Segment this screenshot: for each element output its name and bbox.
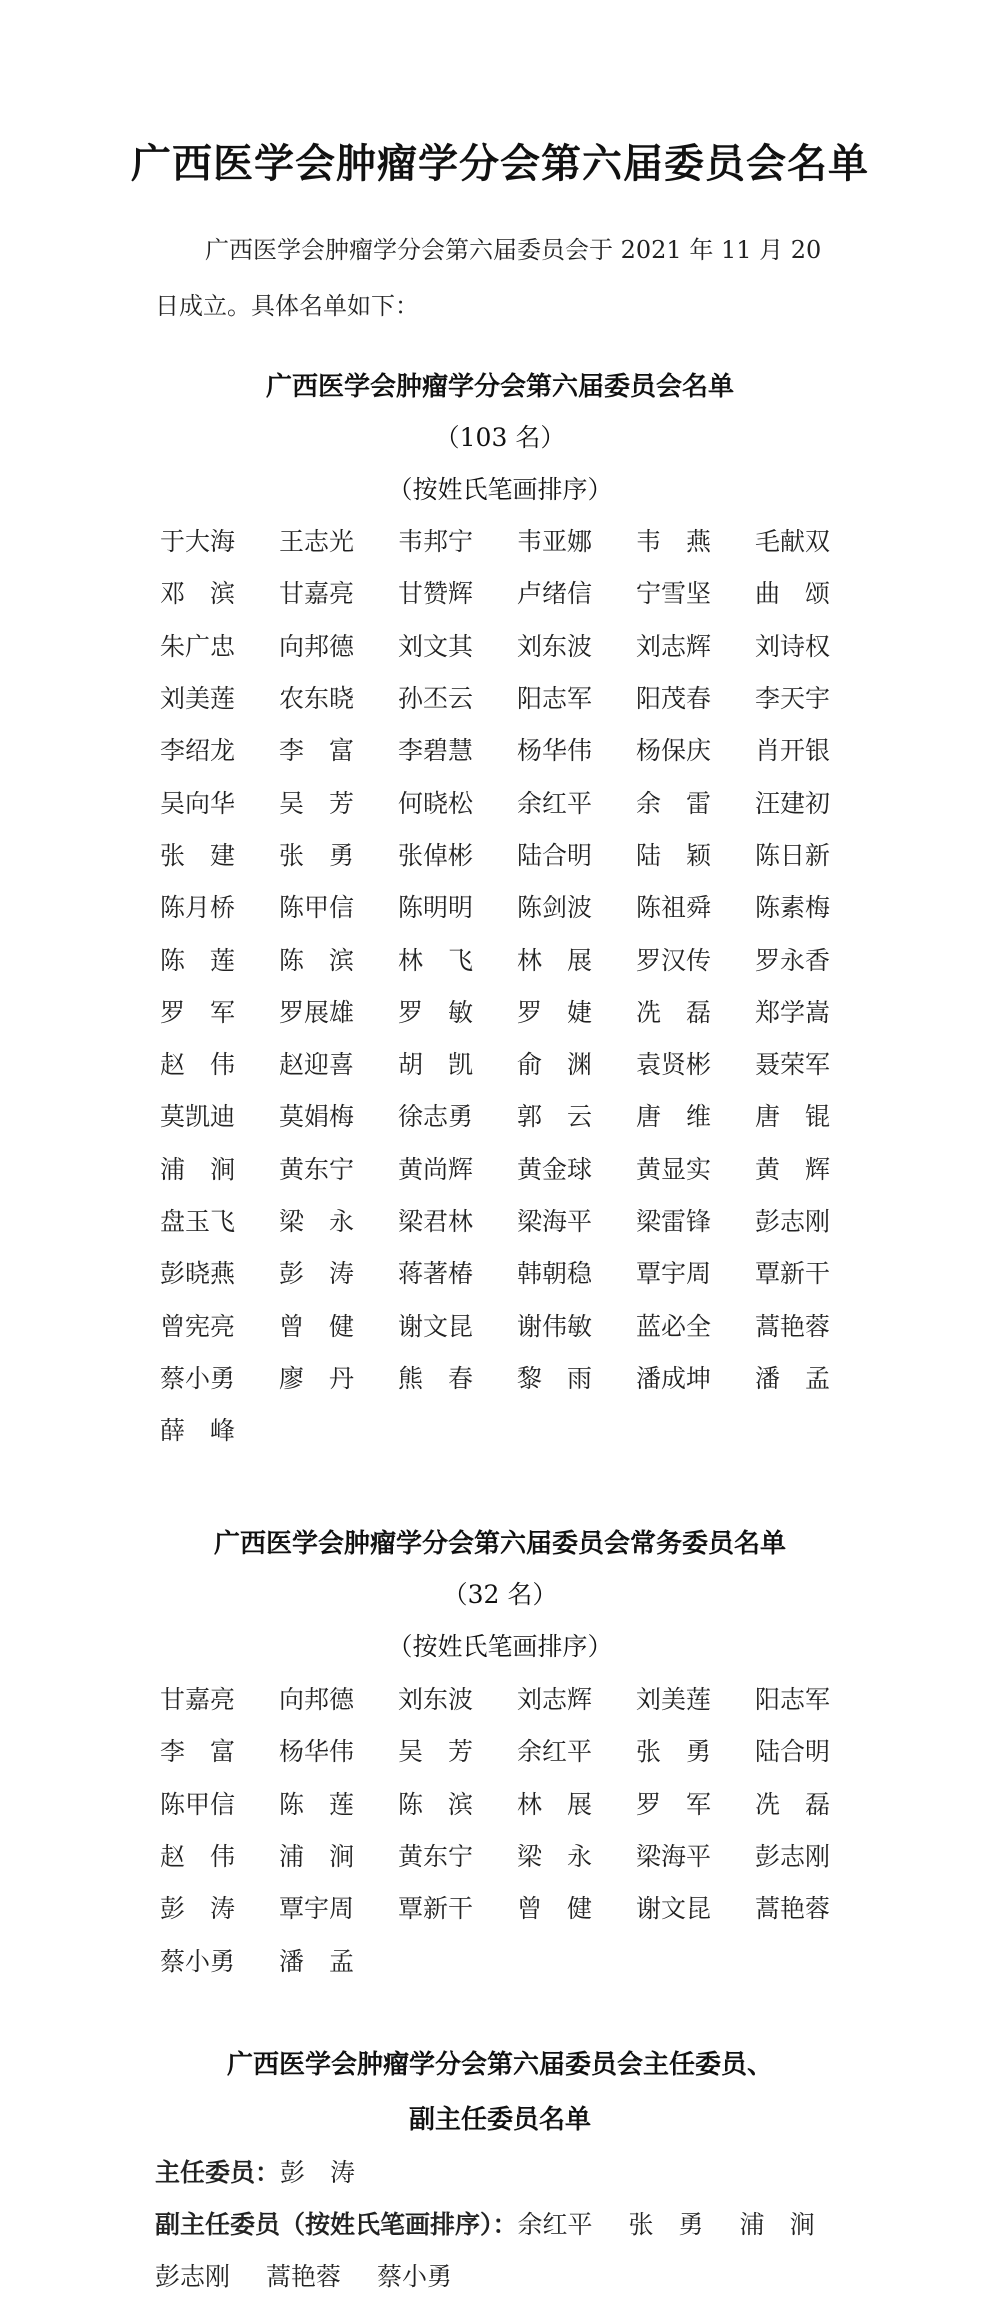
member-name: 李绍龙	[160, 736, 236, 766]
member-name: 朱广忠	[160, 631, 236, 661]
member-name: 张 勇	[279, 840, 355, 870]
member-name: 陈甲信	[279, 893, 355, 923]
member-name: 黄金球	[517, 1154, 593, 1184]
member-name: 浦 涧	[160, 1154, 236, 1184]
member-name: 陈 滨	[279, 945, 355, 975]
member-name: 黄尚辉	[398, 1154, 474, 1184]
member-name: 黄东宁	[279, 1154, 355, 1184]
member-name: 廖 丹	[279, 1363, 355, 1393]
vice-chair-label: 副主任委员（按姓氏笔画排序）：	[155, 2210, 518, 2239]
member-name: 黄 辉	[755, 1154, 831, 1184]
member-name: 聂荣军	[755, 1050, 831, 1080]
intro-line-2: 日成立。具体名单如下：	[155, 292, 419, 320]
member-name: 肖开银	[755, 736, 831, 766]
member-name: 刘诗权	[755, 631, 831, 661]
member-name: 曾 健	[517, 1894, 593, 1924]
member-name: 李 富	[160, 1737, 236, 1767]
standing-committee-count: （32 名）	[442, 1580, 558, 1609]
member-name: 吴向华	[160, 788, 236, 818]
member-name: 张 建	[160, 840, 236, 870]
standing-committee-title: 广西医学会肿瘤学分会第六届委员会常务委员名单	[213, 1529, 786, 1559]
member-name: 陈明明	[398, 893, 474, 923]
member-name: 罗展雄	[279, 997, 355, 1027]
member-name: 彭 涛	[279, 1259, 355, 1289]
member-name: 唐 维	[636, 1102, 712, 1132]
vice-chair-name: 彭志刚	[155, 2262, 231, 2291]
member-name: 林 飞	[398, 945, 474, 975]
member-name: 张 勇	[636, 1737, 712, 1767]
chair-row	[155, 2153, 391, 2189]
member-name: 潘成坤	[636, 1363, 712, 1393]
member-name: 黎 雨	[517, 1363, 593, 1393]
member-name: 潘 孟	[279, 1946, 355, 1976]
member-name: 梁 永	[517, 1842, 593, 1872]
member-name: 彭晓燕	[160, 1259, 236, 1289]
member-name: 罗 敏	[398, 997, 474, 1027]
vice-chair-name: 浦 涧	[739, 2210, 815, 2239]
member-name: 莫凯迪	[160, 1102, 236, 1132]
member-name: 杨华伟	[517, 736, 593, 766]
member-name: 曾宪亮	[160, 1311, 236, 1341]
member-name: 赵 伟	[160, 1050, 236, 1080]
member-name: 陆合明	[755, 1737, 831, 1767]
member-name: 梁君林	[398, 1207, 474, 1236]
member-name: 张倬彬	[398, 840, 474, 870]
member-name: 向邦德	[279, 631, 355, 661]
member-name: 梁雷锋	[636, 1207, 712, 1236]
member-name: 冼 磊	[636, 997, 712, 1027]
member-name: 农东晓	[279, 684, 355, 714]
member-name: 刘东波	[398, 1685, 474, 1715]
standing-committee-order-note: （按姓氏笔画排序）	[387, 1632, 613, 1661]
member-name: 余红平	[517, 788, 593, 818]
member-name: 罗 军	[636, 1789, 712, 1819]
member-name: 刘美莲	[160, 684, 236, 714]
member-name: 陈甲信	[160, 1789, 236, 1819]
member-name: 王志光	[279, 527, 355, 557]
member-name: 杨华伟	[279, 1737, 355, 1767]
member-name: 袁贤彬	[636, 1050, 712, 1080]
intro-paragraph	[155, 222, 855, 334]
member-name: 曲 颂	[755, 579, 831, 609]
member-name: 谢文昆	[636, 1894, 712, 1924]
member-name: 陆合明	[517, 840, 593, 870]
vice-chair-name: 余红平	[517, 2210, 593, 2239]
member-name: 陈祖舜	[636, 893, 712, 923]
member-name: 刘志辉	[636, 631, 712, 661]
member-name: 浦 涧	[279, 1842, 355, 1872]
member-name: 覃宇周	[279, 1894, 355, 1924]
member-name: 阳志军	[517, 684, 593, 714]
member-name: 覃新干	[755, 1259, 831, 1289]
member-name: 余 雷	[636, 788, 712, 818]
member-name: 冼 磊	[755, 1789, 831, 1819]
document-title: 广西医学会肿瘤学分会第六届委员会名单	[131, 141, 869, 187]
member-name: 吴 芳	[279, 788, 355, 818]
member-name: 陈 莲	[160, 945, 236, 975]
vice-chair-row-1	[155, 2205, 851, 2241]
member-name: 吴 芳	[398, 1737, 474, 1767]
intro-line-1: 广西医学会肿瘤学分会第六届委员会于 2021 年 11 月 20	[205, 236, 822, 264]
member-name: 陈素梅	[755, 893, 831, 923]
chair-name: 彭 涛	[280, 2158, 356, 2187]
member-name: 俞 渊	[517, 1050, 593, 1080]
member-name: 刘美莲	[636, 1685, 712, 1715]
member-name: 彭志刚	[755, 1842, 831, 1872]
member-name: 陆 颖	[636, 840, 712, 870]
member-name: 甘赞辉	[398, 579, 474, 609]
member-name: 梁海平	[517, 1207, 593, 1236]
member-name: 胡 凯	[398, 1050, 474, 1080]
member-name: 卢绪信	[517, 579, 593, 609]
committee-member-grid	[160, 514, 860, 1455]
member-name: 孙丕云	[398, 684, 474, 714]
member-name: 陈 莲	[279, 1789, 355, 1819]
committee-order-note: （按姓氏笔画排序）	[387, 475, 613, 504]
member-name: 熊 春	[398, 1363, 474, 1393]
member-name: 陈剑波	[517, 893, 593, 923]
member-name: 蔡小勇	[160, 1946, 236, 1976]
member-name: 林 展	[517, 945, 593, 975]
member-name: 韩朝稳	[517, 1259, 593, 1289]
member-name: 蒋著椿	[398, 1259, 474, 1289]
member-name: 何晓松	[398, 788, 474, 818]
member-name: 罗永香	[755, 945, 831, 975]
member-name: 蒿艳蓉	[755, 1894, 831, 1924]
member-name: 陈月桥	[160, 893, 236, 923]
member-name: 梁 永	[279, 1207, 355, 1236]
member-name: 徐志勇	[398, 1102, 474, 1132]
member-name: 赵迎喜	[279, 1050, 355, 1080]
member-name: 覃新干	[398, 1894, 474, 1924]
member-name: 李 富	[279, 736, 355, 766]
member-name: 蓝必全	[636, 1311, 712, 1341]
committee-title: 广西医学会肿瘤学分会第六届委员会名单	[265, 372, 734, 402]
member-name: 宁雪坚	[636, 579, 712, 609]
member-name: 韦亚娜	[517, 527, 593, 557]
member-name: 蔡小勇	[160, 1363, 236, 1393]
member-name: 阳茂春	[636, 684, 712, 714]
member-name: 赵 伟	[160, 1842, 236, 1872]
member-name: 毛献双	[755, 527, 831, 557]
vice-chair-name: 张 勇	[628, 2210, 704, 2239]
member-name: 甘嘉亮	[160, 1685, 236, 1715]
vice-chair-name: 蔡小勇	[377, 2262, 453, 2291]
member-name: 盘玉飞	[160, 1207, 236, 1236]
member-name: 莫娟梅	[279, 1102, 355, 1132]
member-name: 罗 婕	[517, 997, 593, 1027]
member-name: 黄显实	[636, 1154, 712, 1184]
vice-chair-row-2	[155, 2257, 488, 2293]
member-name: 梁海平	[636, 1842, 712, 1872]
vice-chair-name: 蒿艳蓉	[266, 2262, 342, 2291]
member-name: 覃宇周	[636, 1259, 712, 1289]
member-name: 刘志辉	[517, 1685, 593, 1715]
member-name: 韦邦宁	[398, 527, 474, 557]
member-name: 韦 燕	[636, 527, 712, 557]
member-name: 李天宇	[755, 684, 831, 714]
member-name: 于大海	[160, 527, 236, 557]
member-name: 杨保庆	[636, 736, 712, 766]
member-name: 甘嘉亮	[279, 579, 355, 609]
member-name: 刘东波	[517, 631, 593, 661]
member-name: 谢文昆	[398, 1311, 474, 1341]
member-name: 刘文其	[398, 631, 474, 661]
member-name: 罗 军	[160, 997, 236, 1027]
member-name: 林 展	[517, 1789, 593, 1819]
member-name: 唐 锟	[755, 1102, 831, 1132]
member-name: 潘 孟	[755, 1363, 831, 1393]
member-name: 谢伟敏	[517, 1311, 593, 1341]
standing-committee-member-grid	[160, 1672, 860, 1986]
member-name: 向邦德	[279, 1685, 355, 1715]
member-name: 彭志刚	[755, 1207, 831, 1236]
leadership-title-line-1: 广西医学会肿瘤学分会第六届委员会主任委员、	[226, 2050, 773, 2080]
member-name: 曾 健	[279, 1311, 355, 1341]
chair-label: 主任委员：	[155, 2158, 281, 2187]
member-name: 蒿艳蓉	[755, 1311, 831, 1341]
member-name: 陈日新	[755, 840, 831, 870]
member-name: 李碧慧	[398, 736, 474, 766]
member-name: 汪建初	[755, 788, 831, 818]
member-name: 郑学嵩	[755, 997, 831, 1027]
member-name: 黄东宁	[398, 1842, 474, 1872]
member-name: 阳志军	[755, 1685, 831, 1715]
member-name: 余红平	[517, 1737, 593, 1767]
member-name: 陈 滨	[398, 1789, 474, 1819]
member-name: 邓 滨	[160, 579, 236, 609]
member-name: 薛 峰	[160, 1416, 236, 1446]
member-name: 彭 涛	[160, 1894, 236, 1924]
member-name: 罗汉传	[636, 945, 712, 975]
member-name: 郭 云	[517, 1102, 593, 1132]
leadership-title-line-2: 副主任委员名单	[408, 2105, 591, 2135]
committee-count: （103 名）	[434, 423, 566, 452]
